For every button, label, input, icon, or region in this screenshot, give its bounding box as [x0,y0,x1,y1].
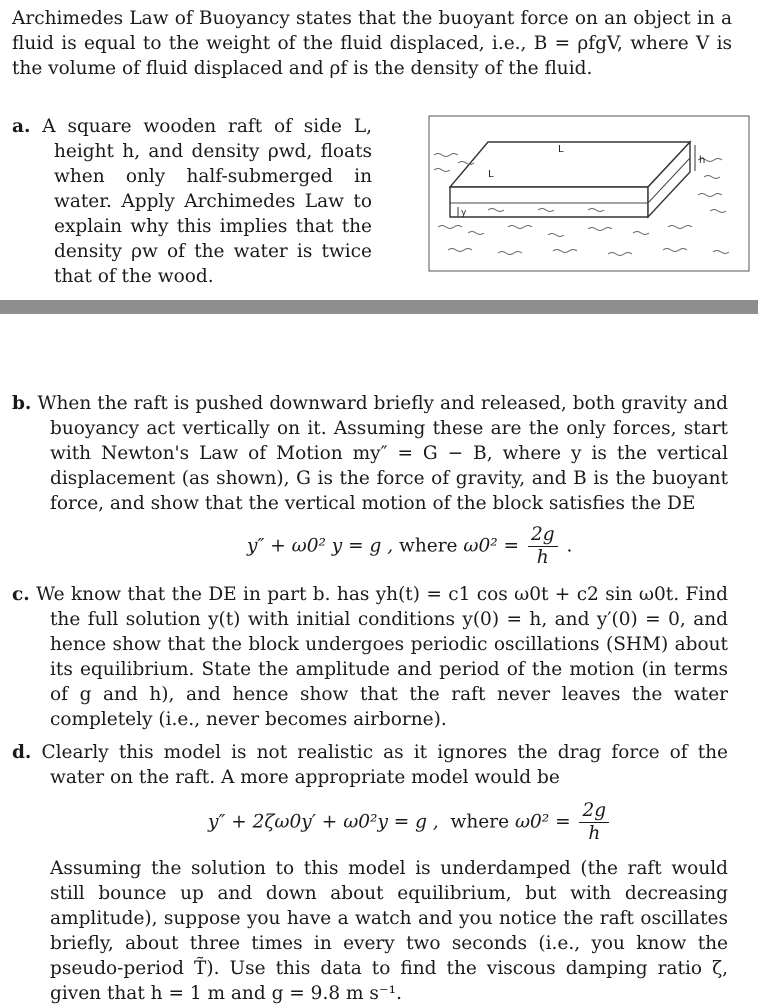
part-b-equation-where: where [399,535,458,557]
figure-label-y: y [461,208,467,218]
part-b-frac-num: 2g [528,524,558,547]
part-c-label: c. [12,584,30,605]
part-b [12,391,728,516]
part-d-text2: Assuming the solution to this model is underdamped (the raft would still bounce up and down about equilibrium, but with decreasing amplitude), suppose you have a watch and you notice the raft oscillates briefly, about three times in every two seconds (i.e., you know the pseudo-period T̃). Use this data to find the viscous damping ratio ζ, given that h = 1 m and g = 9.8 m s⁻¹. [50,858,728,1004]
figure-label-L-side: L [488,169,494,180]
part-d-frac-num: 2g [579,800,609,823]
part-d-fraction [579,800,609,845]
part-d-frac-den: h [588,823,601,844]
part-d-equation-left: y″ + 2ζω0y′ + ω0²y = g , [208,811,439,833]
part-d-label: d. [12,742,32,763]
part-d-equation [208,800,612,845]
part-d-continued [12,856,728,1006]
part-d-equation-lhs2: ω0² = [514,811,571,833]
part-d-text: Clearly this model is not realistic as it ignores the drag force of the water on the raft. A more appropriate model would be [41,742,728,788]
figure-label-L-top: L [558,144,564,155]
figure-label-h: h [699,155,706,166]
part-b-text: When the raft is pushed downward briefly and released, both gravity and buoyancy act vertically on it. Assuming these are the only forces, start with Newton's Law of Motion my″ = G − B, where y is the vertical displacement (as shown), G is the force of gravity, and B is the buoyant force, and show that the vertical motion of the block satisfies the DE [37,393,728,514]
part-b-equation [247,524,572,569]
part-a-text: A square wooden raft of side L, height h, and density ρwd, floats when only half-submerged in water. Apply Archimedes Law to explain why this implies that the density ρw of the water is twice that of the wood. [42,116,372,287]
part-b-equation-lhs2: ω0² = [463,535,520,557]
part-b-label: b. [12,393,32,414]
part-b-frac-den: h [536,547,549,568]
part-d [12,740,728,790]
part-b-fraction [528,524,558,569]
part-a [12,114,372,289]
part-b-equation-end: . [566,535,573,557]
part-a-label: a. [12,116,31,137]
part-c [12,582,728,732]
raft-figure [428,115,750,272]
part-d-equation-where: where [450,811,510,833]
part-b-equation-left: y″ + ω0² y = g , [247,535,394,557]
intro-paragraph: Archimedes Law of Buoyancy states that the buoyant force on an object in a fluid is equal to the weight of the fluid displaced, i.e., B = ρfgV, where V is the volume of fluid displaced and ρf is the density of the fluid. [12,8,732,79]
section-divider [0,300,758,314]
part-c-text: We know that the DE in part b. has yh(t) = c1 cos ω0t + c2 sin ω0t. Find the full solution y(t) with initial conditions y(0) = h, and y′(0) = 0, and hence show that the block undergoes periodic oscillations (SHM) about its equilibrium. State the amplitude and period of the motion (in terms of g and h), and hence show that the raft never leaves the water completely (i.e., never becomes airborne). [36,584,728,730]
